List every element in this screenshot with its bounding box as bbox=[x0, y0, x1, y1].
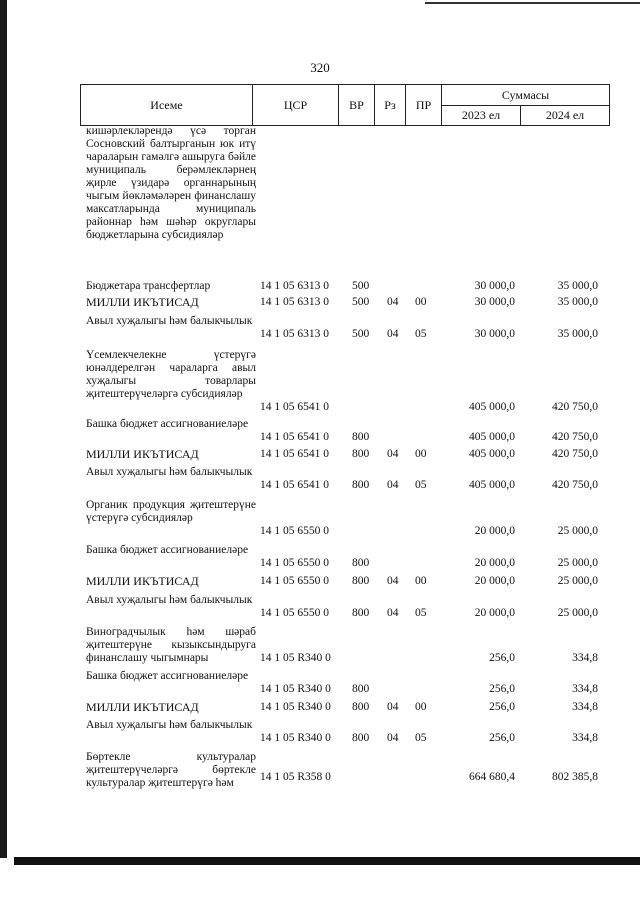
row-sum-2024: 334,8 bbox=[572, 652, 598, 664]
row-sum-2024: 334,8 bbox=[572, 701, 598, 713]
row-pr: 00 bbox=[415, 296, 427, 308]
row-sum-2024: 334,8 bbox=[572, 683, 598, 695]
row-rz: 04 bbox=[387, 479, 399, 491]
row-name: Башка бюджет ассигнованиеләре bbox=[86, 544, 249, 556]
row-sum-2024: 420 750,0 bbox=[552, 448, 598, 460]
row-sum-2024: 25 000,0 bbox=[557, 575, 598, 587]
row-sum-2023: 20 000,0 bbox=[474, 557, 515, 569]
header-csr: ЦСР bbox=[252, 84, 339, 126]
header-vr: ВР bbox=[338, 84, 375, 126]
row-rz: 04 bbox=[387, 448, 399, 460]
row-csr: 14 1 05 6550 0 bbox=[260, 575, 329, 587]
row-name: Авыл хуҗалыгы һәм балыкчылык bbox=[86, 466, 253, 478]
row-name: Үсемлекчелекне үстерүгә юнәлдерелгән чараларга авыл хуҗалыгы товарлары җитештерүчеләргә субсидияләр bbox=[86, 349, 256, 400]
scan-edge-left bbox=[0, 0, 7, 858]
header-2023: 2023 ел bbox=[441, 105, 521, 126]
row-sum-2024: 25 000,0 bbox=[557, 525, 598, 537]
row-vr: 500 bbox=[352, 280, 370, 292]
row-rz: 04 bbox=[387, 296, 399, 308]
row-rz: 04 bbox=[387, 701, 399, 713]
header-sums: Суммасы bbox=[441, 84, 610, 106]
row-vr: 800 bbox=[352, 431, 370, 443]
row-name: Авыл хуҗалыгы һәм балыкчылык bbox=[86, 594, 253, 606]
row-sum-2024: 420 750,0 bbox=[552, 401, 598, 413]
row-name: кишәрлекләрендә үсә торган Сосновский балтырганын юк итү чараларын гамәлгә ашыруга бәйле муниципаль берәмлекләрнең җирле үзидарә органнарының чыгым йөкләмәләрен финанслашу максатларында муниципаль районнар һәм шәһәр округлары бюджетларына субсидияләр bbox=[86, 125, 256, 241]
row-sum-2023: 20 000,0 bbox=[474, 525, 515, 537]
row-sum-2024: 420 750,0 bbox=[552, 479, 598, 491]
row-csr: 14 1 05 6313 0 bbox=[260, 328, 329, 340]
row-csr: 14 1 05 6313 0 bbox=[260, 296, 329, 308]
row-pr: 05 bbox=[415, 607, 427, 619]
row-csr: 14 1 05 6550 0 bbox=[260, 525, 329, 537]
row-name: МИЛЛИ ИКЪТИСАД bbox=[86, 700, 199, 714]
header-rz: Рз bbox=[374, 84, 406, 126]
row-sum-2023: 20 000,0 bbox=[474, 607, 515, 619]
row-pr: 00 bbox=[415, 575, 427, 587]
row-name: МИЛЛИ ИКЪТИСАД bbox=[86, 447, 199, 461]
row-vr: 800 bbox=[352, 607, 370, 619]
row-vr: 800 bbox=[352, 479, 370, 491]
row-sum-2024: 25 000,0 bbox=[557, 607, 598, 619]
row-vr: 500 bbox=[352, 296, 370, 308]
header-name: Исеме bbox=[80, 84, 253, 126]
row-sum-2023: 664 680,4 bbox=[469, 771, 515, 783]
scan-edge-top bbox=[425, 2, 640, 4]
row-vr: 800 bbox=[352, 683, 370, 695]
row-sum-2023: 405 000,0 bbox=[469, 401, 515, 413]
row-vr: 800 bbox=[352, 701, 370, 713]
row-name: Авыл хуҗалыгы һәм балыкчылык bbox=[86, 315, 253, 327]
row-csr: 14 1 05 6550 0 bbox=[260, 607, 329, 619]
row-csr: 14 1 05 6541 0 bbox=[260, 448, 329, 460]
row-csr: 14 1 05 6541 0 bbox=[260, 401, 329, 413]
row-pr: 05 bbox=[415, 479, 427, 491]
row-name: Бюджетара трансфертлар bbox=[86, 280, 211, 292]
row-sum-2024: 25 000,0 bbox=[557, 557, 598, 569]
row-sum-2023: 405 000,0 bbox=[469, 431, 515, 443]
page-number: 320 bbox=[310, 60, 330, 75]
row-name: Башка бюджет ассигнованиеләре bbox=[86, 670, 249, 682]
row-name: Органик продукция җитештерүне үстерүгә субсидияләр bbox=[86, 499, 256, 524]
row-sum-2023: 20 000,0 bbox=[474, 575, 515, 587]
row-sum-2024: 802 385,8 bbox=[552, 771, 598, 783]
row-vr: 800 bbox=[352, 575, 370, 587]
row-csr: 14 1 05 R340 0 bbox=[260, 652, 331, 664]
row-sum-2023: 30 000,0 bbox=[474, 328, 515, 340]
row-name: МИЛЛИ ИКЪТИСАД bbox=[86, 295, 199, 309]
row-name: Виноградчылык һәм шәраб җитештерүне кызыксындыруга финанслашу чыгымнары bbox=[86, 626, 256, 664]
scan-edge-bottom bbox=[14, 857, 640, 865]
row-vr: 800 bbox=[352, 732, 370, 744]
row-vr: 800 bbox=[352, 448, 370, 460]
row-sum-2023: 256,0 bbox=[489, 652, 515, 664]
row-csr: 14 1 05 6550 0 bbox=[260, 557, 329, 569]
row-csr: 14 1 05 6313 0 bbox=[260, 280, 329, 292]
header-2024: 2024 ел bbox=[520, 105, 610, 126]
row-sum-2024: 35 000,0 bbox=[557, 296, 598, 308]
row-vr: 500 bbox=[352, 328, 370, 340]
row-sum-2023: 256,0 bbox=[489, 732, 515, 744]
row-pr: 05 bbox=[415, 328, 427, 340]
table-header bbox=[80, 84, 610, 126]
row-pr: 00 bbox=[415, 701, 427, 713]
row-vr: 800 bbox=[352, 557, 370, 569]
row-sum-2024: 35 000,0 bbox=[557, 280, 598, 292]
row-rz: 04 bbox=[387, 575, 399, 587]
row-name: Бөртекле культуралар җитештерүчеләргә бөртекле культуралар җитештерүгә һәм bbox=[86, 751, 256, 789]
row-sum-2023: 256,0 bbox=[489, 701, 515, 713]
header-pr: ПР bbox=[405, 84, 442, 126]
row-rz: 04 bbox=[387, 732, 399, 744]
row-csr: 14 1 05 6541 0 bbox=[260, 431, 329, 443]
row-sum-2023: 30 000,0 bbox=[474, 280, 515, 292]
row-rz: 04 bbox=[387, 607, 399, 619]
row-sum-2023: 256,0 bbox=[489, 683, 515, 695]
row-name: Башка бюджет ассигнованиеләре bbox=[86, 418, 249, 430]
row-csr: 14 1 05 R358 0 bbox=[260, 771, 331, 783]
row-sum-2023: 30 000,0 bbox=[474, 296, 515, 308]
row-csr: 14 1 05 R340 0 bbox=[260, 683, 331, 695]
row-csr: 14 1 05 R340 0 bbox=[260, 732, 331, 744]
row-sum-2024: 35 000,0 bbox=[557, 328, 598, 340]
row-csr: 14 1 05 6541 0 bbox=[260, 479, 329, 491]
row-pr: 05 bbox=[415, 732, 427, 744]
row-sum-2024: 420 750,0 bbox=[552, 431, 598, 443]
row-name: МИЛЛИ ИКЪТИСАД bbox=[86, 574, 199, 588]
row-csr: 14 1 05 R340 0 bbox=[260, 701, 331, 713]
row-sum-2024: 334,8 bbox=[572, 732, 598, 744]
row-name: Авыл хуҗалыгы һәм балыкчылык bbox=[86, 719, 253, 731]
row-sum-2023: 405 000,0 bbox=[469, 448, 515, 460]
row-sum-2023: 405 000,0 bbox=[469, 479, 515, 491]
row-rz: 04 bbox=[387, 328, 399, 340]
row-pr: 00 bbox=[415, 448, 427, 460]
